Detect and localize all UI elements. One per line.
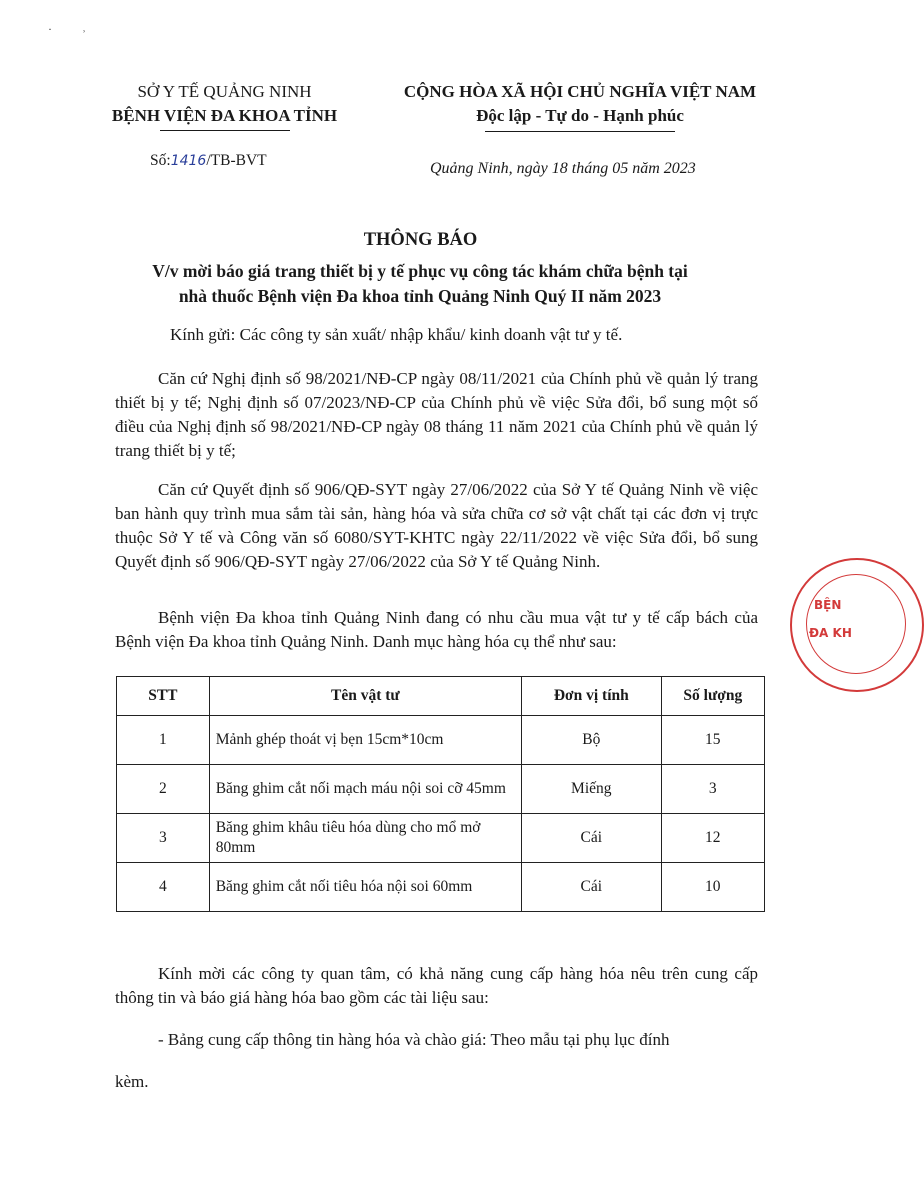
cell-stt: 3 — [117, 814, 210, 863]
cell-qty: 3 — [661, 765, 764, 814]
scan-specks: ·˒ — [48, 22, 116, 36]
table-row — [117, 716, 765, 765]
paragraph-text: - Bảng cung cấp thông tin hàng hóa và chào giá: Theo mẫu tại phụ lục đính — [158, 1030, 670, 1049]
cell-stt: 4 — [117, 863, 210, 912]
col-header-qty: Số lượng — [661, 677, 764, 716]
seal-text-2: ĐA KH — [809, 626, 852, 640]
paragraph-text: Căn cứ Nghị định số 98/2021/NĐ-CP ngày 08/11/2021 của Chính phủ về quản lý trang thiết bị y tế; Nghị định số 07/2023/NĐ-CP của Chính phủ về việc Sửa đổi, bổ sung một số điều của Nghị định số 98/2021/NĐ-CP ngày 08 tháng 11 năm 2021 của Chính phủ về quản lý trang thiết bị y tế; — [115, 369, 758, 460]
cell-qty: 15 — [661, 716, 764, 765]
subject-line-2: nhà thuốc Bệnh viện Đa khoa tỉnh Quảng Ninh Quý II năm 2023 — [178, 286, 662, 306]
col-header-name: Tên vật tư — [209, 677, 521, 716]
cell-unit: Miếng — [521, 765, 661, 814]
cell-name: Băng ghim cắt nối mạch máu nội soi cỡ 45mm — [209, 765, 521, 814]
subject-line-1: V/v mời báo giá trang thiết bị y tế phục vụ công tác khám chữa bệnh tại — [152, 261, 688, 281]
cell-stt: 1 — [117, 716, 210, 765]
cell-name: Mảnh ghép thoát vị bẹn 15cm*10cm — [209, 716, 521, 765]
cell-unit: Cái — [521, 863, 661, 912]
motto-underline — [485, 131, 675, 132]
cell-qty: 12 — [661, 814, 764, 863]
items-table — [116, 676, 765, 912]
issuer-block — [92, 80, 357, 131]
motto: Độc lập - Tự do - Hạnh phúc — [476, 106, 684, 125]
cell-name: Băng ghim cắt nối tiêu hóa nội soi 60mm — [209, 863, 521, 912]
doc-number-suffix: /TB-BVT — [206, 152, 267, 169]
doc-number-prefix: Số: — [150, 152, 171, 169]
document-number — [150, 152, 267, 170]
cell-unit: Cái — [521, 814, 661, 863]
issuer-org: BỆNH VIỆN ĐA KHOA TỈNH — [111, 106, 338, 125]
paragraph-invitation — [115, 962, 758, 1010]
col-header-unit: Đơn vị tính — [521, 677, 661, 716]
paragraph-legal-basis-1 — [115, 367, 758, 463]
document-subject — [120, 259, 720, 309]
place-date: Quảng Ninh, ngày 18 tháng 05 năm 2023 — [430, 160, 696, 177]
cell-unit: Bộ — [521, 716, 661, 765]
paragraph-requirement — [115, 1028, 758, 1052]
cell-qty: 10 — [661, 863, 764, 912]
document-title: THÔNG BÁO — [363, 230, 478, 250]
paragraph-text: Kính mời các công ty quan tâm, có khả năng cung cấp hàng hóa nêu trên cung cấp thông tin và báo giá hàng hóa bao gồm các tài liệu sau: — [115, 964, 758, 1007]
table-row — [117, 765, 765, 814]
table-header-row — [117, 677, 765, 716]
paragraph-text: Bệnh viện Đa khoa tỉnh Quảng Ninh đang có nhu cầu mua vật tư y tế cấp bách của Bệnh viện Đa khoa tỉnh Quảng Ninh. Danh mục hàng hóa cụ thể như sau: — [115, 608, 758, 651]
col-header-stt: STT — [117, 677, 210, 716]
red-seal-stamp — [790, 558, 924, 692]
issuer-parent-org: SỞ Y TẾ QUẢNG NINH — [137, 82, 312, 101]
paragraph-need — [115, 606, 758, 654]
seal-inner-ring — [806, 574, 906, 674]
doc-number-handwritten: 1416 — [170, 153, 207, 169]
recipient-line: Kính gửi: Các công ty sản xuất/ nhập khẩu/ kinh doanh vật tư y tế. — [170, 325, 623, 344]
paragraph-requirement-end: kèm. — [115, 1072, 149, 1091]
table-row — [117, 863, 765, 912]
table-row — [117, 814, 765, 863]
issuer-underline — [160, 130, 290, 131]
country-name: CỘNG HÒA XÃ HỘI CHỦ NGHĨA VIỆT NAM — [403, 82, 757, 101]
cell-stt: 2 — [117, 765, 210, 814]
national-motto-block — [375, 80, 785, 132]
paragraph-legal-basis-2 — [115, 478, 758, 574]
paragraph-text: Căn cứ Quyết định số 906/QĐ-SYT ngày 27/06/2022 của Sở Y tế Quảng Ninh về việc ban hành quy trình mua sắm tài sản, hàng hóa và sửa chữa cơ sở vật chất tại các đơn vị trực thuộc Sở Y tế và Công văn số 6080/SYT-KHTC ngày 22/11/2022 về việc Sửa đổi, bổ sung Quyết định số 906/QĐ-SYT ngày 27/06/2022 của Sở Y tế Quảng Ninh. — [115, 480, 758, 571]
cell-name: Băng ghim khâu tiêu hóa dùng cho mổ mở 80mm — [209, 814, 521, 863]
seal-text-1: BỆN — [814, 598, 842, 612]
